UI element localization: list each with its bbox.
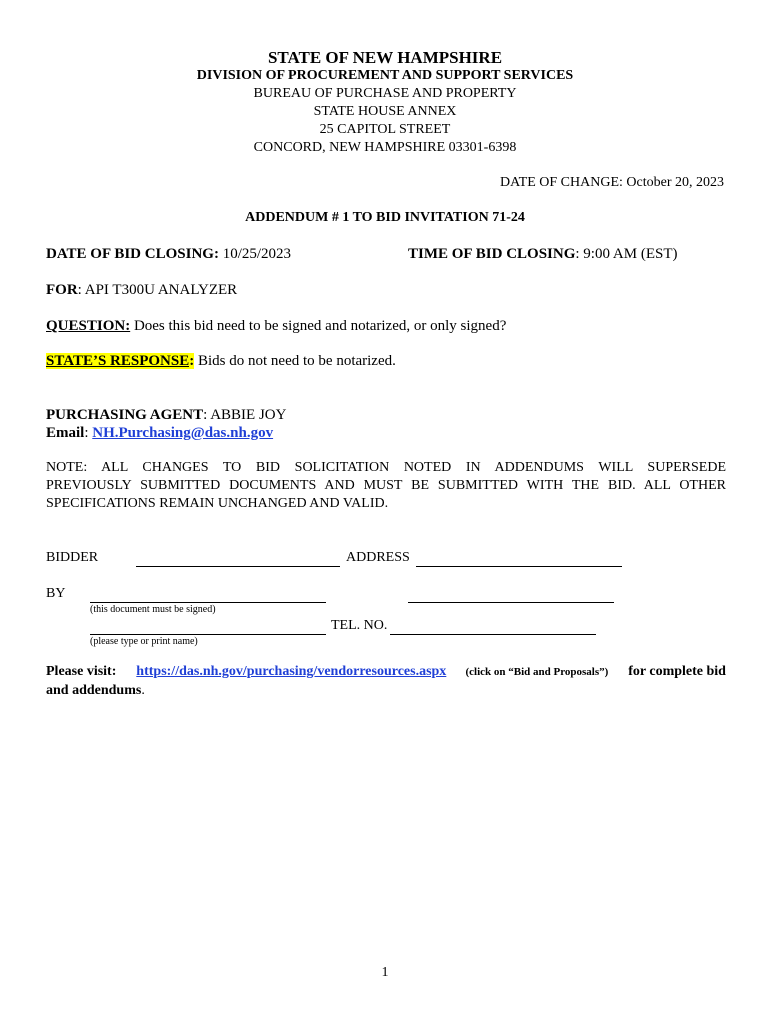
street-heading: 25 CAPITOL STREET	[319, 122, 451, 137]
address-line-2[interactable]	[408, 602, 614, 603]
addendum-title: ADDENDUM # 1 TO BID INVITATION 71-24	[245, 210, 525, 225]
agent-email-line	[46, 425, 273, 442]
response-text: Bids do not need to be notarized.	[194, 353, 396, 369]
bid-closing-time	[408, 246, 677, 263]
page-number: 1	[381, 965, 389, 980]
note-line-2: PREVIOUSLY SUBMITTED DOCUMENTS AND MUST BE SUBMITTED WITH THE BID. ALL OTHER	[46, 478, 726, 493]
signed-note: (this document must be signed)	[90, 604, 216, 615]
note-line-3: SPECIFICATIONS REMAIN UNCHANGED AND VALID.	[46, 496, 389, 511]
email-colon: :	[84, 425, 93, 441]
tel-line[interactable]	[390, 634, 596, 635]
annex-heading: STATE HOUSE ANNEX	[313, 104, 457, 119]
bid-closing-date	[46, 246, 291, 263]
note-line-1: NOTE: ALL CHANGES TO BID SOLICITATION NOTED IN ADDENDUMS WILL SUPERSEDE	[46, 460, 726, 475]
tel-label: TEL. NO.	[331, 618, 388, 633]
bidder-label: BIDDER	[46, 550, 99, 565]
signature-line[interactable]	[90, 602, 326, 603]
date-of-change: DATE OF CHANGE: October 20, 2023	[500, 175, 724, 190]
visit-line-2	[46, 683, 145, 699]
visit-click-note: (click on “Bid and Proposals”)	[462, 666, 609, 678]
visit-line-1	[46, 664, 726, 680]
bureau-heading: BUREAU OF PURCHASE AND PROPERTY	[253, 86, 517, 101]
visit-line-2-text: and addendums	[46, 683, 142, 698]
email-link[interactable]: NH.Purchasing@das.nh.gov	[92, 425, 274, 441]
purchasing-agent	[46, 407, 286, 424]
response-colon: :	[189, 353, 195, 369]
print-name-note: (please type or print name)	[90, 636, 198, 647]
visit-tail: for complete bid	[624, 664, 726, 679]
question-text: Does this bid need to be signed and notarized, or only signed?	[130, 318, 507, 334]
email-label: Email	[46, 425, 85, 441]
by-label: BY	[46, 586, 66, 601]
for-line	[46, 282, 237, 299]
bid-closing-time-value: : 9:00 AM (EST)	[575, 246, 678, 262]
bidder-line[interactable]	[136, 566, 340, 567]
address-label: ADDRESS	[346, 550, 410, 565]
address-line[interactable]	[416, 566, 622, 567]
agent-name: : ABBIE JOY	[203, 407, 287, 423]
print-name-line[interactable]	[90, 634, 326, 635]
response-line	[46, 353, 396, 370]
for-label: FOR	[46, 282, 78, 298]
bid-closing-date-label: DATE OF BID CLOSING:	[46, 246, 219, 262]
for-value: : API T300U ANALYZER	[77, 282, 238, 298]
question-line	[46, 318, 506, 335]
bid-closing-time-label: TIME OF BID CLOSING	[408, 246, 576, 262]
visit-label: Please visit:	[46, 664, 120, 679]
visit-period: .	[141, 683, 145, 698]
city-heading: CONCORD, NEW HAMPSHIRE 03301-6398	[253, 140, 517, 155]
page-title: STATE OF NEW HAMPSHIRE	[267, 48, 503, 67]
agent-label: PURCHASING AGENT	[46, 407, 204, 423]
question-label: QUESTION:	[46, 318, 131, 334]
bid-closing-date-value: 10/25/2023	[218, 246, 292, 262]
vendor-resources-link[interactable]: https://das.nh.gov/purchasing/vendorresources.aspx	[136, 664, 447, 679]
response-label: STATE’S RESPONSE	[46, 353, 190, 369]
division-heading: DIVISION OF PROCUREMENT AND SUPPORT SERVICES	[196, 68, 574, 83]
